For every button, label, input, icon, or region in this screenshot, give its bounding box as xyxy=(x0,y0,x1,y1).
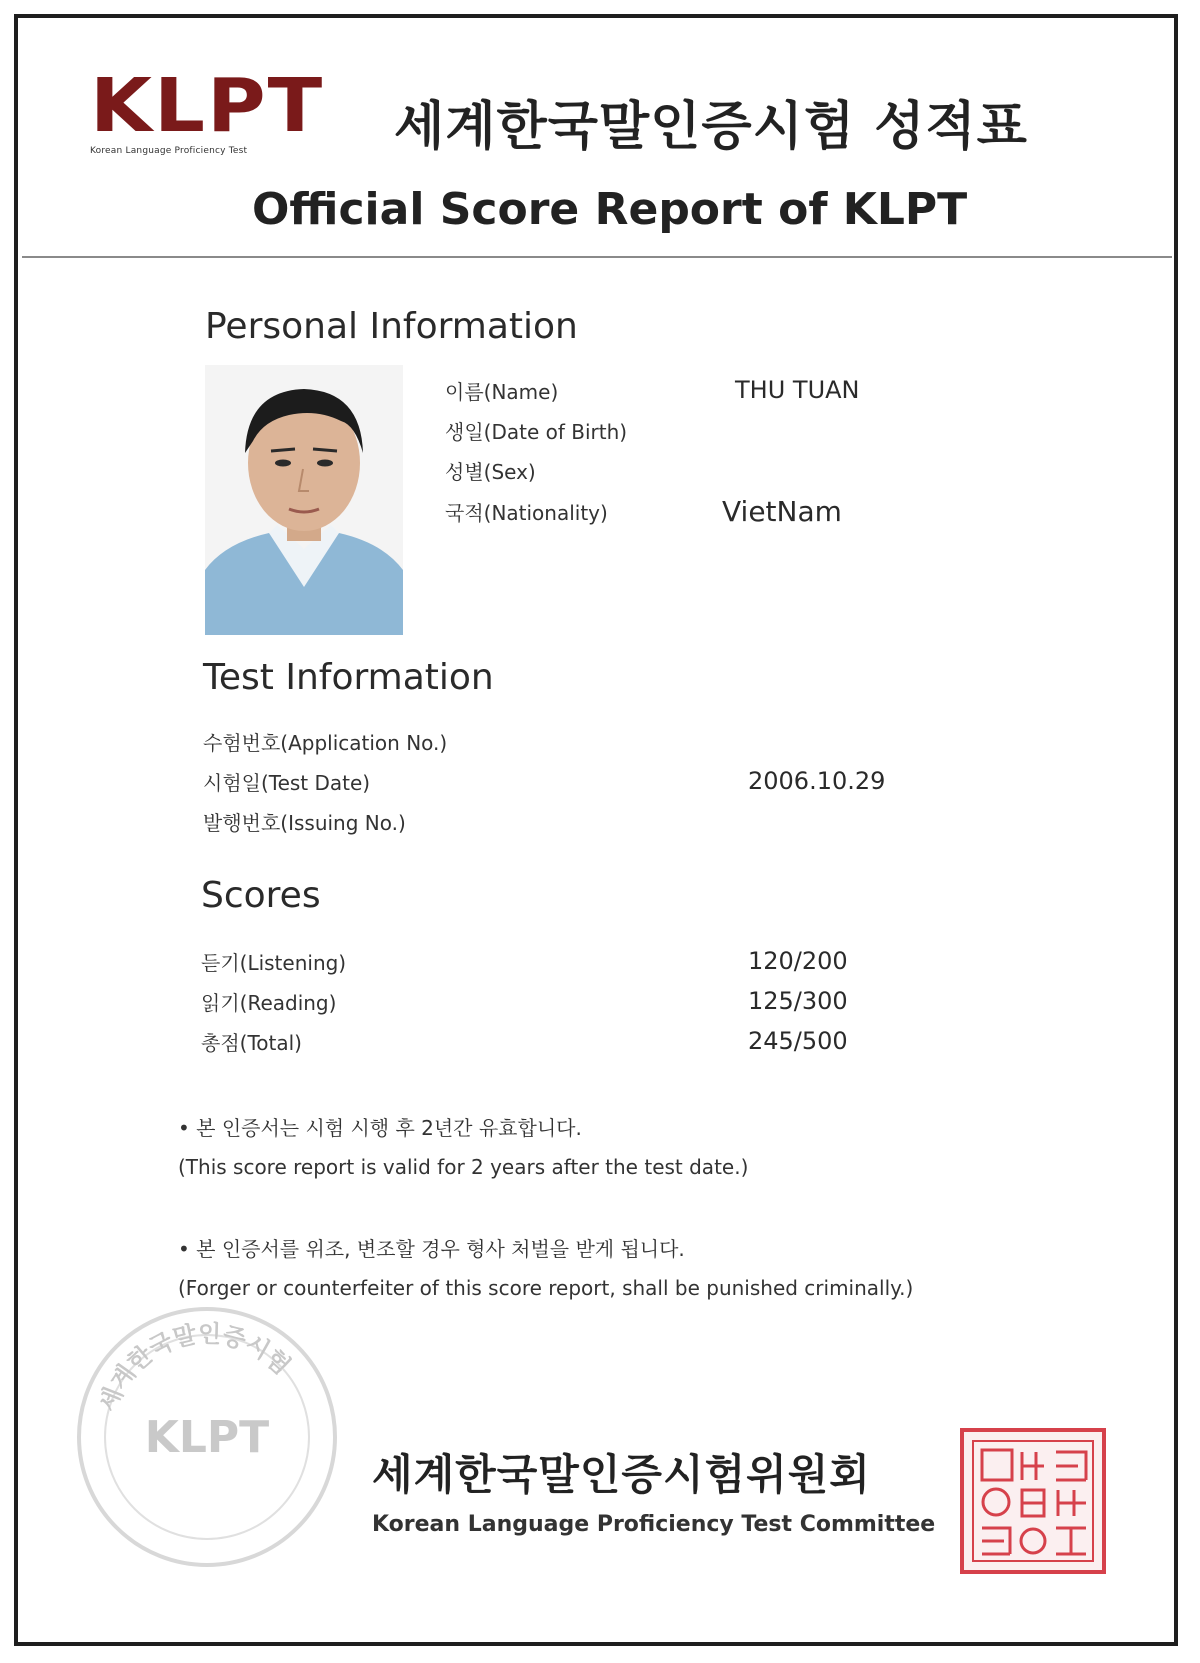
logo-text: KLPT xyxy=(90,62,325,149)
nationality-label: 국적(Nationality) xyxy=(445,501,608,525)
embossed-stamp xyxy=(72,1302,342,1572)
listening-score: 120/200 xyxy=(748,947,848,975)
validity-note-english: (This score report is valid for 2 years after the test date.) xyxy=(178,1155,749,1179)
embossed-seal-graphic xyxy=(72,1302,342,1572)
personal-info-heading: Personal Information xyxy=(205,306,578,347)
seal-inner-border xyxy=(972,1440,1094,1562)
stamp-center-text: KLPT xyxy=(144,1412,270,1463)
scores-heading: Scores xyxy=(201,875,321,916)
forgery-note-english: (Forger or counterfeiter of this score report, shall be punished criminally.) xyxy=(178,1276,914,1300)
official-red-seal xyxy=(960,1428,1106,1574)
applicant-photo xyxy=(205,365,403,635)
sex-label: 성별(Sex) xyxy=(445,460,536,484)
forgery-note-korean: • 본 인증서를 위조, 변조할 경우 형사 처벌을 받게 됩니다. xyxy=(178,1237,685,1261)
title-english: Official Score Report of KLPT xyxy=(252,184,968,235)
title-korean: 세계한국말인증시험 성적표 xyxy=(394,97,1028,157)
name-value: THU TUAN xyxy=(735,376,860,404)
portrait-image xyxy=(205,365,403,635)
application-no-label: 수험번호(Application No.) xyxy=(203,731,448,755)
committee-name-english: Korean Language Proficiency Test Committee xyxy=(372,1512,936,1537)
svg-text:세계한국말인증시험 xyxy=(94,1320,296,1416)
validity-note-korean: • 본 인증서는 시험 시행 후 2년간 유효합니다. xyxy=(178,1116,582,1140)
nationality-value: VietNam xyxy=(722,495,842,528)
committee-name-korean: 세계한국말인증시험위원회 xyxy=(372,1450,871,1499)
birth-date-label: 생일(Date of Birth) xyxy=(445,420,628,444)
stamp-ring-text: 세계한국말인증시험 xyxy=(93,1319,296,1416)
total-label: 총점(Total) xyxy=(201,1031,302,1055)
issuing-no-label: 발행번호(Issuing No.) xyxy=(203,811,406,835)
report-header xyxy=(22,22,1172,258)
seal-glyph-pattern xyxy=(974,1442,1096,1564)
logo-subtitle: Korean Language Proficiency Test xyxy=(90,146,248,156)
reading-label: 읽기(Reading) xyxy=(201,991,337,1015)
klpt-logo xyxy=(90,64,330,156)
test-date-value: 2006.10.29 xyxy=(748,767,886,795)
name-label: 이름(Name) xyxy=(445,380,559,404)
total-score: 245/500 xyxy=(748,1027,848,1055)
listening-label: 듣기(Listening) xyxy=(201,951,347,975)
reading-score: 125/300 xyxy=(748,987,848,1015)
test-info-heading: Test Information xyxy=(203,657,494,698)
test-date-label: 시험일(Test Date) xyxy=(203,771,371,795)
